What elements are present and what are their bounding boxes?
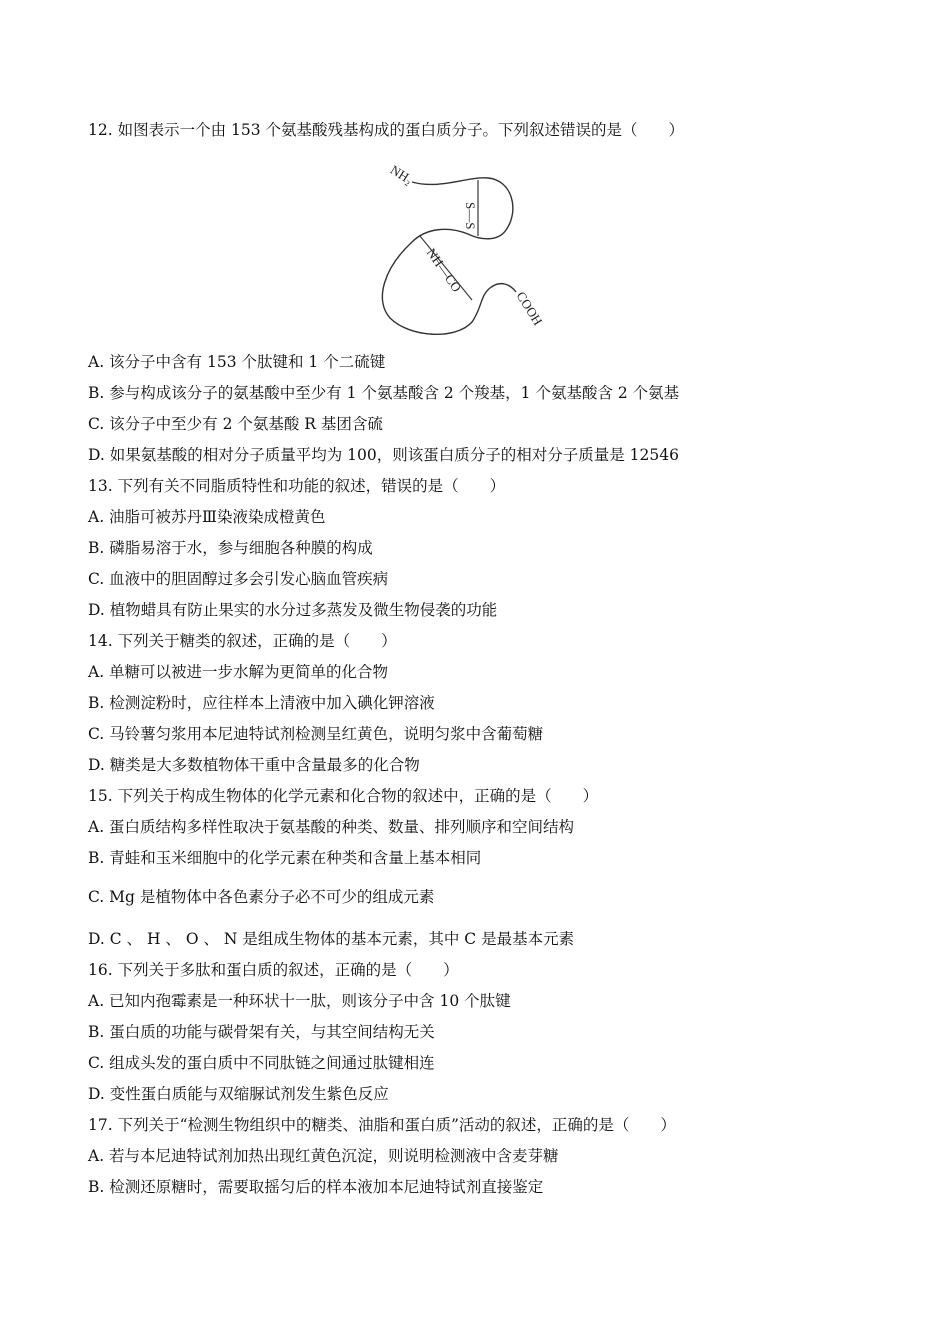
- question-16-option-c: C. 组成头发的蛋白质中不同肽链之间通过肽键相连: [88, 1054, 435, 1072]
- question-14-stem: 14. 下列关于糖类的叙述，正确的是（ ）: [88, 632, 397, 650]
- question-13-option-a: A. 油脂可被苏丹Ⅲ染液染成橙黄色: [88, 508, 326, 526]
- question-12-option-c: C. 该分子中至少有 2 个氨基酸 R 基团含硫: [88, 415, 383, 433]
- peptide-bond-label: NH—CO: [423, 245, 465, 295]
- question-17-option-b: B. 检测还原糖时，需要取摇匀后的样本液加本尼迪特试剂直接鉴定: [88, 1178, 544, 1196]
- question-16-option-d: D. 变性蛋白质能与双缩脲试剂发生紫色反应: [88, 1085, 389, 1103]
- question-15-option-a: A. 蛋白质结构多样性取决于氨基酸的种类、数量、排列顺序和空间结构: [88, 818, 575, 836]
- protein-molecule-diagram: [360, 150, 560, 345]
- question-12-option-b: B. 参与构成该分子的氨基酸中至少有 1 个氨基酸含 2 个羧基，1 个氨基酸含 2 个氨基: [88, 384, 680, 402]
- question-13-option-c: C. 血液中的胆固醇过多会引发心脑血管疾病: [88, 570, 389, 588]
- question-12-option-a: A. 该分子中含有 153 个肽键和 1 个二硫键: [88, 353, 386, 371]
- question-15-option-d: D. C 、 H 、 O 、 N 是组成生物体的基本元素，其中 C 是最基本元素: [88, 930, 575, 948]
- question-17-stem: 17. 下列关于“检测生物组织中的糖类、油脂和蛋白质”活动的叙述，正确的是（ ）: [88, 1116, 676, 1134]
- question-15-option-c: C. Mg 是植物体中各色素分子必不可少的组成元素: [88, 888, 435, 906]
- n-terminus-label: NH₂: [387, 161, 416, 187]
- question-12-stem: 12. 如图表示一个由 153 个氨基酸残基构成的蛋白质分子。下列叙述错误的是（ ）: [88, 121, 685, 139]
- question-13-option-b: B. 磷脂易溶于水，参与细胞各种膜的构成: [88, 539, 373, 557]
- question-17-option-a: A. 若与本尼迪特试剂加热出现红黄色沉淀，则说明检测液中含麦芽糖: [88, 1147, 559, 1165]
- polypeptide-chain: [382, 178, 516, 335]
- question-13-stem: 13. 下列有关不同脂质特性和功能的叙述，错误的是（ ）: [88, 477, 506, 495]
- question-14-option-b: B. 检测淀粉时，应往样本上清液中加入碘化钾溶液: [88, 694, 435, 712]
- question-13-option-d: D. 植物蜡具有防止果实的水分过多蒸发及微生物侵袭的功能: [88, 601, 498, 619]
- question-16-stem: 16. 下列关于多肽和蛋白质的叙述，正确的是（ ）: [88, 961, 459, 979]
- question-12-option-d: D. 如果氨基酸的相对分子质量平均为 100，则该蛋白质分子的相对分子质量是 12546: [88, 446, 679, 464]
- disulfide-label: S—S: [463, 202, 478, 230]
- question-16-option-b: B. 蛋白质的功能与碳骨架有关，与其空间结构无关: [88, 1023, 435, 1041]
- question-16-option-a: A. 已知内孢霉素是一种环状十一肽，则该分子中含 10 个肽键: [88, 992, 511, 1010]
- question-15-stem: 15. 下列关于构成生物体的化学元素和化合物的叙述中，正确的是（ ）: [88, 787, 599, 805]
- question-14-option-a: A. 单糖可以被进一步水解为更简单的化合物: [88, 663, 389, 681]
- c-terminus-label: COOH: [513, 288, 546, 328]
- question-14-option-c: C. 马铃薯匀浆用本尼迪特试剂检测呈红黄色，说明匀浆中含葡萄糖: [88, 725, 544, 743]
- question-14-option-d: D. 糖类是大多数植物体干重中含量最多的化合物: [88, 756, 420, 774]
- question-15-option-b: B. 青蛙和玉米细胞中的化学元素在种类和含量上基本相同: [88, 849, 482, 867]
